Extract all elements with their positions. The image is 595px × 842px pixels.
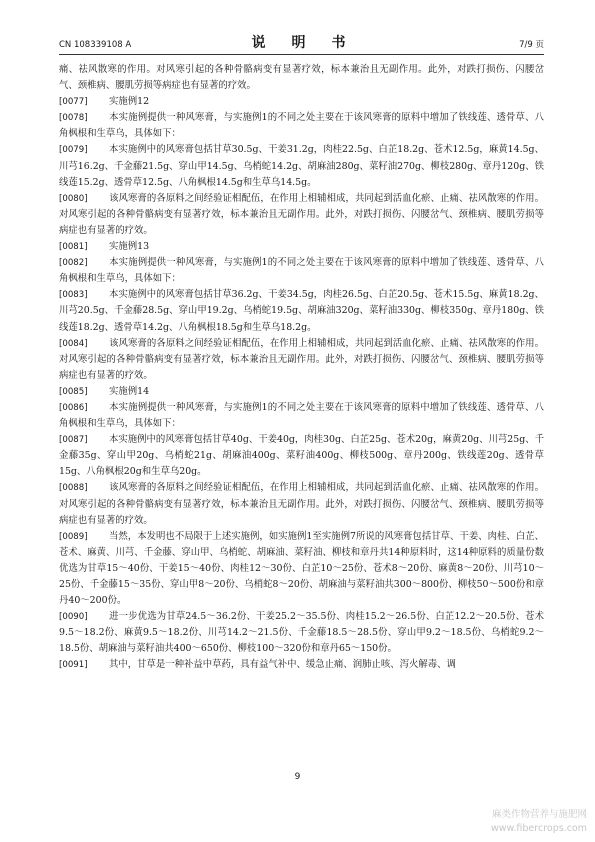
- paragraph: [59, 62, 544, 94]
- page-number: 9: [294, 772, 301, 782]
- paragraph-number: [0084]: [59, 338, 88, 349]
- paragraph: [59, 609, 544, 657]
- paragraph: [59, 287, 544, 335]
- paragraph-text: 该风寒膏的各原料之间经验证相配伍，在作用上相辅相成，共同起到活血化瘀、止痛、祛风散寒的作用。对风寒引起的各种骨骼病变有显著疗效，标本兼治且无副作用。此外，对跌打损伤、闪腰岔气、颈椎病、腰肌劳损等病症也有显著的疗效。: [59, 192, 544, 236]
- paragraph: [59, 480, 544, 528]
- paragraph-text: 进一步优选为甘草24.5～36.2份、干姜25.2～35.5份、肉桂15.2～26.5份、白芷12.2～20.5份、苍术9.5～18.2份、麻黄9.5～18.2份、川芎14.2～21.5份、千金藤18.5～28.5份、穿山甲9.2～18.5份、乌梢蛇9.2～18.5份、胡麻油与菜籽油共400～650份、柳枝100～320份和章丹65～150份。: [59, 611, 544, 655]
- paragraph-number: [0080]: [59, 193, 88, 204]
- watermark-url: www.fibercrops.com: [490, 823, 587, 834]
- paragraph: [59, 255, 544, 287]
- paragraph-text: 本实施例中的风寒膏包括甘草30.5g、干姜31.2g，肉桂22.5g、白芷18.2g、苍术12.5g，麻黄14.5g、川芎16.2g、千金藤21.5g、穿山甲14.5g、乌梢蛇14.2g、胡麻油280g、菜籽油270g、柳枝280g、章丹120g、铁线莲15.2g、透骨草12.5g、八角枫根14.5g和生草乌14.5g。: [59, 144, 544, 188]
- paragraph-text: 痛、祛风散寒的作用。对风寒引起的各种骨骼病变有显著疗效，标本兼治且无副作用。此外，对跌打损伤、闪腰岔气、颈椎病、腰肌劳损等病症也有显著的疗效。: [59, 64, 544, 92]
- paragraph-text: 本实施例中的风寒膏包括甘草40g、干姜40g，肉桂30g、白芷25g、苍术20g，麻黄20g、川芎25g、千金藤35g、穿山甲20g、乌梢蛇21g、胡麻油400g、菜籽油400g、柳枝500g、章丹200g、铁线莲20g、透骨草15g、八角枫根20g和生草乌20g。: [59, 434, 544, 478]
- paragraph: [59, 432, 544, 480]
- paragraph-number: [0083]: [59, 290, 88, 301]
- paragraph-text: 本实施例提供一种风寒膏，与实施例1的不同之处主要在于该风寒膏的原料中增加了铁线莲、透骨草、八角枫根和生草乌，具体如下：: [59, 112, 544, 140]
- paragraph-number: [0089]: [59, 531, 88, 542]
- paragraph-text: 该风寒膏的各原料之间经验证相配伍，在作用上相辅相成，共同起到活血化瘀、止痛、祛风散寒的作用。对风寒引起的各种骨骼病变有显著疗效，标本兼治且无副作用。此外，对跌打损伤、闪腰岔气、颈椎病、腰肌劳损等病症也有显著的疗效。: [59, 482, 544, 526]
- page-header: [59, 30, 544, 55]
- paragraph-text: 实施例13: [109, 241, 150, 253]
- watermark-site-name: 麻类作物营养与施肥网: [491, 809, 587, 820]
- paragraph-number: [0081]: [59, 242, 88, 253]
- paragraph-number: [0085]: [59, 386, 88, 397]
- paragraph-text: 实施例12: [109, 96, 150, 108]
- paragraph-number: [0087]: [59, 435, 88, 446]
- paragraph-number: [0091]: [59, 660, 88, 671]
- document-title: 说 明 书: [251, 35, 352, 51]
- paragraph: [59, 239, 544, 255]
- paragraph-number: [0078]: [59, 113, 88, 124]
- paragraph-number: [0088]: [59, 483, 88, 494]
- paragraph-number: [0077]: [59, 97, 88, 108]
- document-body: [59, 62, 544, 674]
- paragraph-text: 本实施例中的风寒膏包括甘草36.2g、干姜34.5g，肉桂26.5g、白芷20.5g、苍术15.5g、麻黄18.2g、川芎20.5g、千金藤28.5g、穿山甲19.2g、乌梢蛇19.5g、胡麻油320g、菜籽油330g、柳枝350g、章丹180g、铁线莲18.2g、透骨草14.2g、八角枫根18.5g和生草乌18.2g。: [59, 289, 544, 333]
- paragraph-text: 实施例14: [109, 385, 150, 397]
- watermark: [491, 808, 587, 836]
- paragraph: [59, 400, 544, 432]
- paragraph-number: [0086]: [59, 402, 88, 413]
- paragraph: [59, 94, 544, 110]
- paragraph: [59, 336, 544, 384]
- paragraph-number: [0079]: [59, 145, 88, 156]
- paragraph-text: 其中，甘草是一种补益中草药，具有益气补中、缓急止痛、润肺止咳、泻火解毒、调: [109, 659, 456, 671]
- publication-number: CN 108339108 A: [59, 40, 132, 50]
- paragraph-number: [0082]: [59, 258, 88, 269]
- paragraph: [59, 110, 544, 142]
- paragraph-text: 该风寒膏的各原料之间经验证相配伍，在作用上相辅相成，共同起到活血化瘀、止痛、祛风散寒的作用。对风寒引起的各种骨骼病变有显著疗效，标本兼治且无副作用。此外，对跌打损伤、闪腰岔气、颈椎病、腰肌劳损等病症也有显著的疗效。: [59, 337, 544, 381]
- paragraph: [59, 657, 544, 673]
- paragraph: [59, 384, 544, 400]
- page-info: 7/9 页: [519, 40, 544, 50]
- paragraph-text: 本实施例提供一种风寒膏，与实施例1的不同之处主要在于该风寒膏的原料中增加了铁线莲、透骨草、八角枫根和生草乌，具体如下：: [59, 257, 544, 285]
- paragraph: [59, 142, 544, 190]
- paragraph-text: 当然，本发明也不局限于上述实施例，如实施例1至实施例7所说的风寒膏包括甘草、干姜、肉桂、白芷、苍术、麻黄、川芎、千金藤、穿山甲、乌梢蛇、胡麻油、菜籽油、柳枝和章丹共14种原料时，这14种原料的质量份数优选为甘草15～40份、干姜15～40份、肉桂12～30份、白芷10～25份、苍术8～20份、麻黄8～20份、川芎10～25份、千金藤15～35份、穿山甲8～20份、乌梢蛇8～20份、胡麻油与菜籽油共300～800份、柳枝50～500份和章丹40～200份。: [59, 530, 544, 607]
- paragraph-number: [0090]: [59, 612, 88, 623]
- paragraph: [59, 529, 544, 609]
- paragraph-text: 本实施例提供一种风寒膏，与实施例1的不同之处主要在于该风寒膏的原料中增加了铁线莲、透骨草、八角枫根和生草乌，具体如下：: [59, 401, 544, 430]
- paragraph: [59, 191, 544, 239]
